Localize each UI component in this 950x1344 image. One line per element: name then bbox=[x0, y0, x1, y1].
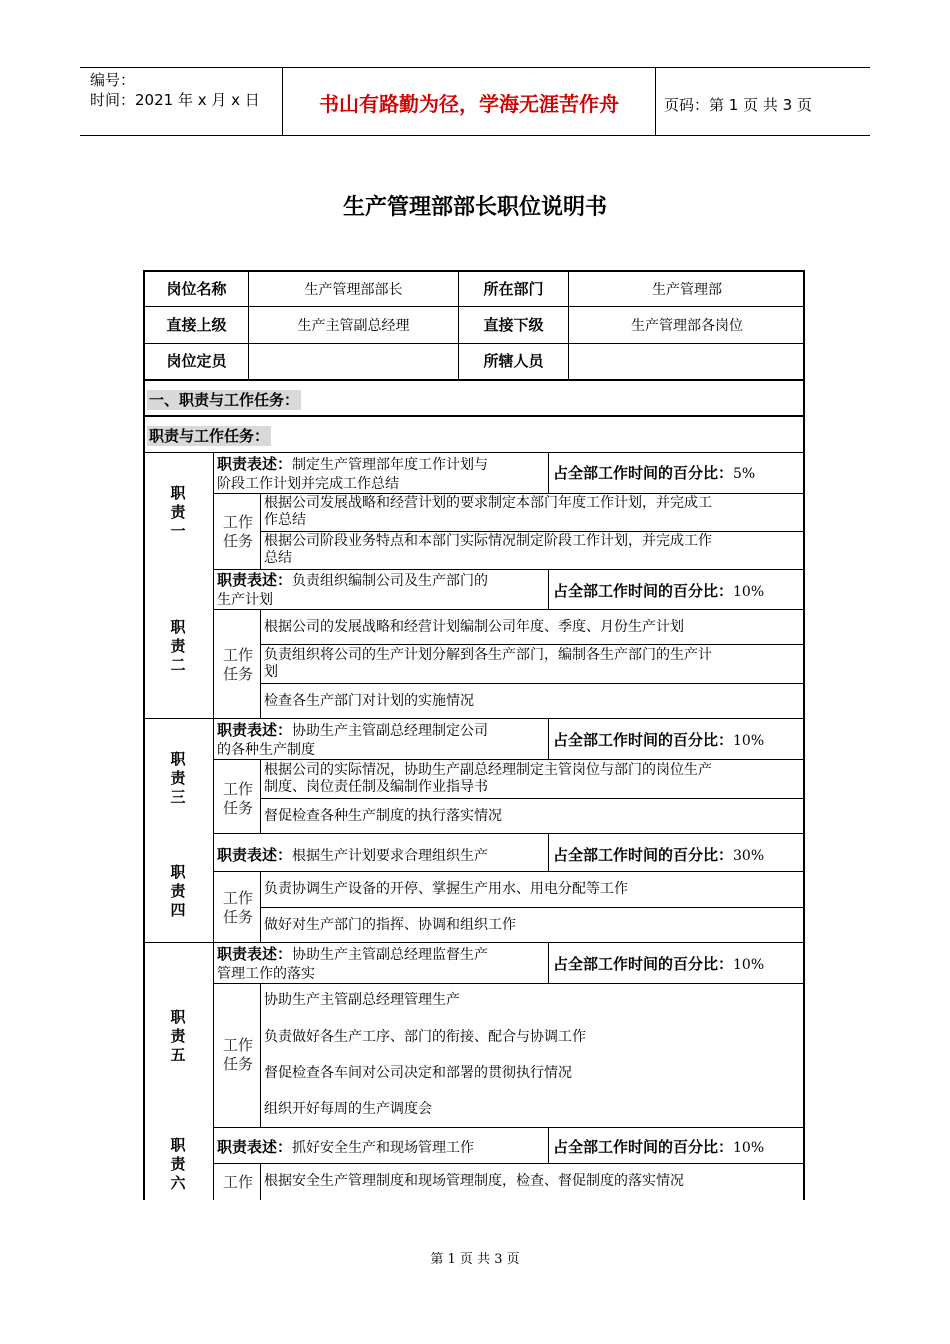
duty-6-description: 职责表述：抓好安全生产和现场管理工作 bbox=[217, 1138, 475, 1156]
document-title: 生产管理部部长职位说明书 bbox=[342, 195, 607, 220]
duty-5-task-4: 组织开好每周的生产调度会 bbox=[264, 1101, 432, 1117]
duty-5-task-3: 督促检查各车间对公司决定和部署的贯彻执行情况 bbox=[264, 1065, 572, 1081]
label-staff-supervised: 所辖人员 bbox=[483, 352, 544, 370]
duty-5-label: 职 责 五 bbox=[170, 1008, 186, 1064]
duty-2-task-2: 负责组织将公司的生产计划分解到各生产部门，编制各生产部门的生产计 划 bbox=[264, 647, 712, 680]
section-subheading-duties: 职责与工作任务： bbox=[149, 427, 270, 445]
page-footer: 第 1 页 共 3 页 bbox=[430, 1252, 520, 1267]
duty-2-percentage: 占全部工作时间的百分比：10% bbox=[553, 582, 765, 600]
duty-4-percentage: 占全部工作时间的百分比：30% bbox=[553, 846, 765, 864]
duty-2-description: 职责表述：负责组织编制公司及生产部门的 生产计划 bbox=[217, 571, 489, 608]
label-direct-subordinate: 直接下级 bbox=[483, 316, 544, 334]
duty-4-task-2: 做好对生产部门的指挥、协调和组织工作 bbox=[264, 917, 516, 933]
duty-1-label: 职 责 一 bbox=[170, 484, 186, 540]
duty-2-label: 职 责 二 bbox=[170, 618, 186, 674]
label-position-name: 岗位名称 bbox=[166, 280, 227, 298]
duty-6-label: 职 责 六 bbox=[170, 1136, 186, 1192]
duty-2-task-1: 根据公司的发展战略和经营计划编制公司年度、季度、月份生产计划 bbox=[264, 619, 684, 635]
duty-3-label: 职 责 三 bbox=[170, 750, 186, 806]
label-department: 所在部门 bbox=[483, 280, 544, 298]
duty-2-task-3: 检查各生产部门对计划的实施情况 bbox=[264, 693, 474, 709]
duty-3-description: 职责表述：协助生产主管副总经理制定公司 的各种生产制度 bbox=[217, 721, 489, 758]
document-date: 时间：2021 年 x 月 x 日 bbox=[90, 91, 260, 109]
value-department: 生产管理部 bbox=[652, 282, 722, 298]
value-direct-subordinate: 生产管理部各岗位 bbox=[631, 318, 743, 334]
duty-6-work-tasks-label: 工作 bbox=[222, 1173, 253, 1191]
label-direct-superior: 直接上级 bbox=[166, 316, 227, 334]
duty-4-work-tasks-label: 工作 任务 bbox=[222, 889, 253, 926]
value-direct-superior: 生产主管副总经理 bbox=[297, 318, 410, 334]
duty-5-percentage: 占全部工作时间的百分比：10% bbox=[553, 955, 765, 973]
duty-2-work-tasks-label: 工作 任务 bbox=[222, 646, 253, 683]
duty-5-task-1: 协助生产主管副总经理管理生产 bbox=[264, 992, 460, 1008]
duty-3-percentage: 占全部工作时间的百分比：10% bbox=[553, 731, 765, 749]
duty-1-task-1: 根据公司发展战略和经营计划的要求制定本部门年度工作计划，并完成工 作总结 bbox=[264, 495, 712, 528]
duty-1-description: 职责表述：制定生产管理部年度工作计划与 阶段工作计划并完成工作总结 bbox=[217, 455, 489, 492]
duty-1-task-2: 根据公司阶段业务特点和本部门实际情况制定阶段工作计划，并完成工作 总结 bbox=[264, 533, 712, 566]
value-position-name: 生产管理部部长 bbox=[304, 282, 403, 298]
duty-4-task-1: 负责协调生产设备的开停、掌握生产用水、用电分配等工作 bbox=[264, 881, 628, 897]
duty-3-work-tasks-label: 工作 任务 bbox=[222, 780, 253, 817]
document-number-label: 编号： bbox=[90, 71, 136, 89]
duty-1-percentage: 占全部工作时间的百分比：5% bbox=[553, 464, 756, 482]
duty-5-task-2: 负责做好各生产工序、部门的衔接、配合与协调工作 bbox=[264, 1029, 586, 1045]
duty-3-task-1: 根据公司的实际情况，协助生产副总经理制定主管岗位与部门的岗位生产 制度、岗位责任制及编制作业指导书 bbox=[264, 762, 712, 795]
header-page-info: 页码：第 1 页 共 3 页 bbox=[664, 96, 812, 114]
duty-5-description: 职责表述：协助生产主管副总经理监督生产 管理工作的落实 bbox=[217, 945, 489, 982]
duty-5-work-tasks-label: 工作 任务 bbox=[222, 1036, 253, 1073]
duty-4-description: 职责表述：根据生产计划要求合理组织生产 bbox=[217, 846, 489, 864]
label-headcount: 岗位定员 bbox=[166, 352, 227, 370]
duty-1-work-tasks-label: 工作 任务 bbox=[222, 513, 253, 550]
header-meta bbox=[90, 70, 260, 110]
duty-4-label: 职 责 四 bbox=[170, 863, 186, 919]
duty-3-task-2: 督促检查各种生产制度的执行落实情况 bbox=[264, 808, 502, 824]
duty-6-task-1: 根据安全生产管理制度和现场管理制度，检查、督促制度的落实情况 bbox=[264, 1173, 684, 1189]
header-motto: 书山有路勤为径，学海无涯苦作舟 bbox=[319, 92, 619, 116]
duty-6-percentage: 占全部工作时间的百分比：10% bbox=[553, 1138, 765, 1156]
section-heading-duties: 一、职责与工作任务： bbox=[149, 391, 300, 409]
